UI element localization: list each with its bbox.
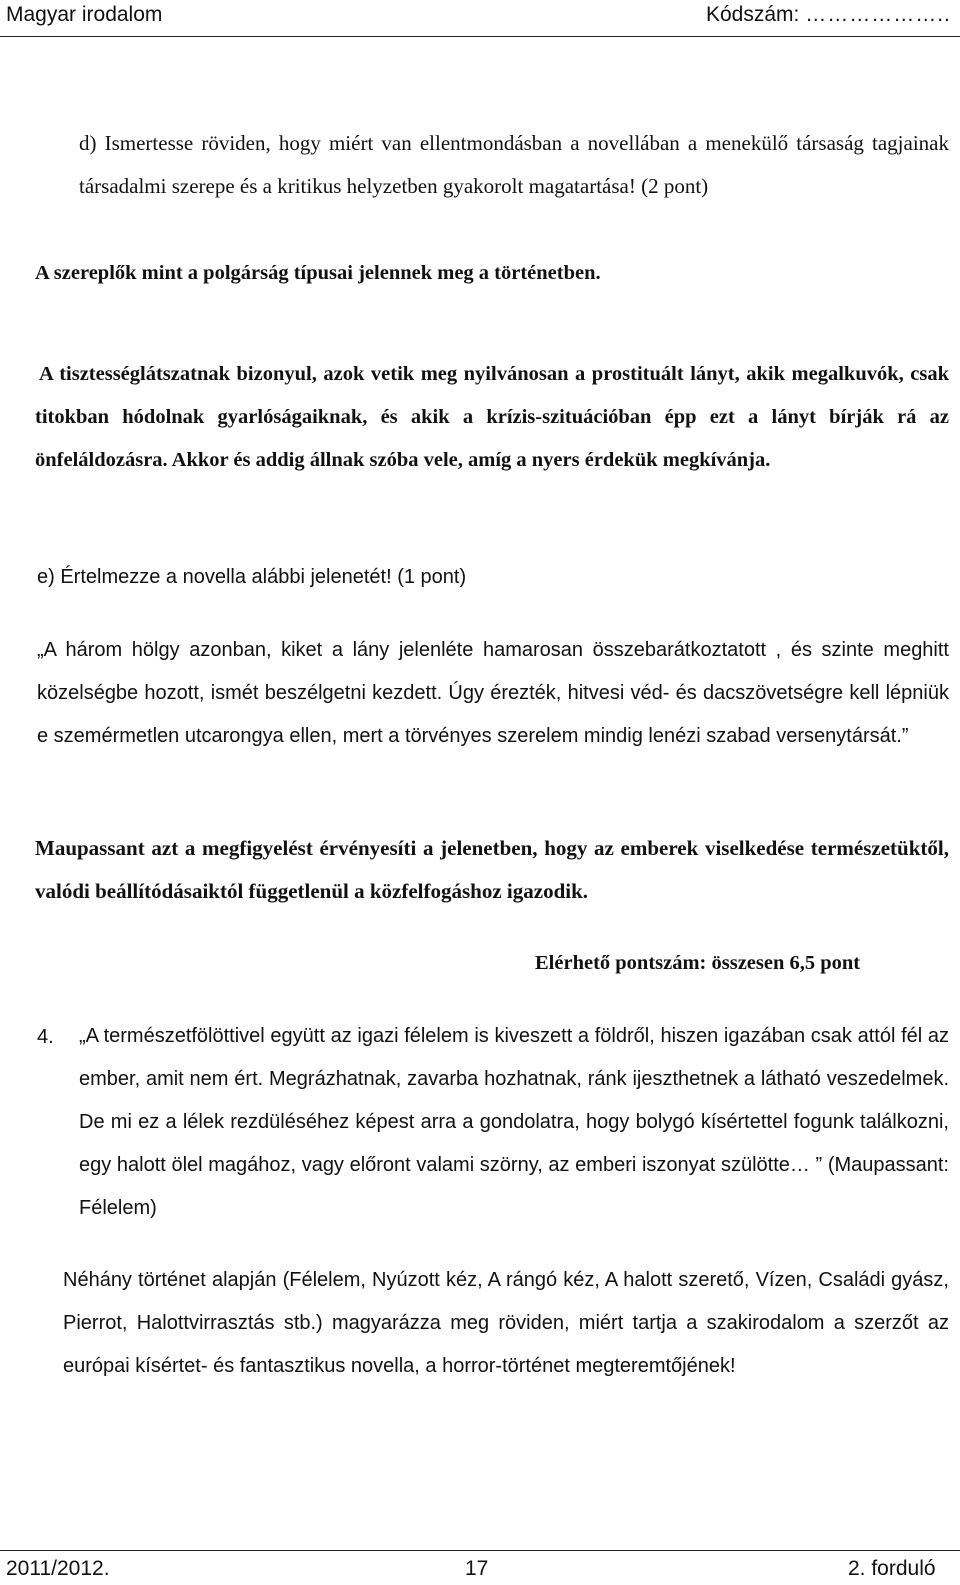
footer-year: 2011/2012.: [6, 1557, 110, 1580]
footer-rule: [0, 1550, 960, 1551]
answer-d-heading: A szereplők mint a polgárság típusai jelennek meg a történetben.: [35, 262, 601, 284]
footer-page-number: 17: [465, 1557, 489, 1580]
header-code: [706, 2, 951, 28]
header-rule: [0, 36, 960, 37]
answer-d-body: A tisztességlátszatnak bizonyul, azok vetik meg nyilvánosan a prostituált lányt, akik megalkuvók, csak titokban hódolnak gyarlóságaiknak, és akik a krízis-szituációban épp ezt a lányt bírják rá az önfeláldozásra. Akkor és addig állnak szóba vele, amíg a nyers érdekük megkívánja.: [35, 363, 949, 471]
question-4-quote: „A természetfölöttivel együtt az igazi félelem is kiveszett a földről, hiszen igazában csak attól fél az ember, amit nem ért. Megrázhatnak, zavarba hozhatnak, ránk ijeszthetnek a látható veszedelmek. De mi ez a lélek rezdüléséhez képest arra a gondolatra, hogy bolygó kísértettel fogunk találkozni, egy halott ölel magához, vagy előront valami szörny, az emberi iszonyat szülötte… ” (Maupassant: Félelem): [79, 1025, 949, 1219]
header-subject: Magyar irodalom: [6, 3, 163, 26]
question-4-task: Néhány történet alapján (Félelem, Nyúzott kéz, A rángó kéz, A halott szerető, Vízen, Családi gyász, Pierrot, Halottvirrasztás stb.) magyarázza meg röviden, miért tartja a szakirodalom a szerzőt az európai kísértet- és fantasztikus novella, a horror-történet megteremtőjének!: [63, 1269, 949, 1377]
header-code-value: ………………..: [805, 3, 951, 26]
score-total: Elérhető pontszám: összesen 6,5 pont: [535, 952, 861, 974]
answer-e: Maupassant azt a megfigyelést érvényesíti a jelenetben, hogy az emberek viselkedése természetüktől, valódi beállítódásaiktól függetlenül a közfelfogáshoz igazodik.: [35, 836, 949, 903]
question-4-number: 4.: [37, 1026, 54, 1048]
question-d-text: d) Ismertesse röviden, hogy miért van ellentmondásban a novellában a menekülő társaság tagjainak társadalmi szerepe és a kritikus helyzetben gyakorolt magatartása! (2 pont): [79, 131, 949, 198]
question-e-text: e) Értelmezze a novella alábbi jelenetét! (1 pont): [37, 566, 467, 588]
question-e-quote: „A három hölgy azonban, kiket a lány jelenléte hamarosan összebarátkoztatott , és szinte meghitt közelségbe hozott, ismét beszélgetni kezdett. Úgy érezték, hitvesi véd- és dacszövetségre kell lépniük e szemérmetlen utcarongya ellen, mert a törvényes szerelem mindig lenézi szabad versenytársát.”: [37, 639, 949, 747]
footer-round: 2. forduló: [848, 1557, 936, 1580]
header-code-label: Kódszám:: [706, 3, 800, 26]
